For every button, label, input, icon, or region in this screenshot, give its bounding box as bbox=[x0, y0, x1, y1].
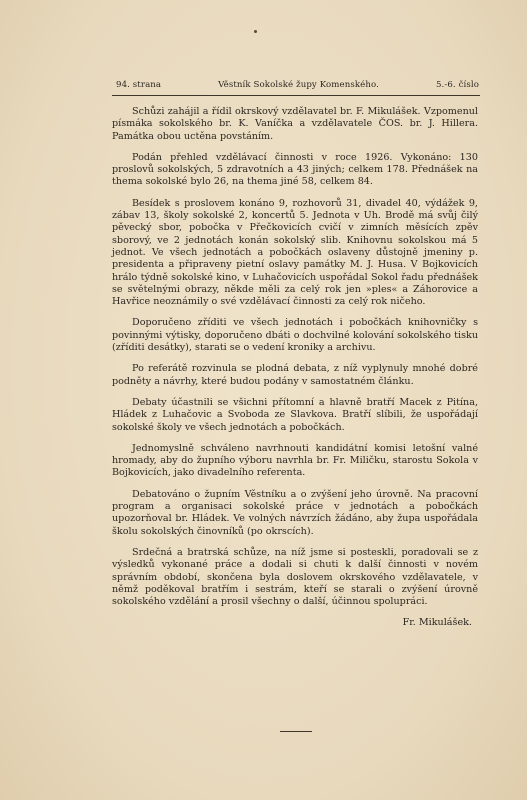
paragraph: Debatováno o župním Věstníku a o zvýšení jeho úrovně. Na pracovní program a organisaci sokolské práce v jednotách a pobočkách upozorňoval br. Hládek. Ve volných návrzích žádáno, aby župa uspořádala školu sokolských činovníků (po okrscích). bbox=[112, 488, 478, 537]
paragraph: Podán přehled vzdělávací činnosti v roce 1926. Vykonáno: 130 proslovů sokolských, 5 zdravotních a 43 jiných; celkem 178. Přednášek na thema sokolské bylo 26, na thema jiné 58, celkem 84. bbox=[112, 151, 478, 188]
paragraph: Srdečná a bratrská schůze, na níž jsme si posteskli, poradovali se z výsledků vykonané práce a dodali si chuti k další činnosti v novém správním období, skončena byla doslovem okrskového vzdělavatele, v němž poděkoval bratřím i sestrám, kteří se starali o zvýšení úrovně sokolského vzdělání a prosil všechny o další, účinnou spolupráci. bbox=[112, 546, 478, 608]
page-number: 94. strana bbox=[116, 80, 162, 90]
paragraph: Debaty účastnili se všichni přítomní a hlavně bratří Macek z Pitína, Hládek z Luhačovic a Svoboda ze Slavkova. Bratří slíbili, že uspořádají sokolské školy ve všech jednotách a pobočkách. bbox=[112, 396, 478, 433]
paragraph: Besídek s proslovem konáno 9, rozhovorů 31, divadel 40, výdážek 9, zábav 13, školy sokolské 2, koncertů 5. Jednota v Uh. Brodě má svůj čilý pěvecký sbor, pobočka v Přečkovicích cvičí v zimních měsících zpěv sborový, ve 2 jednotách konán sokolský slib. Knihovnu sokolskou má 5 jednot. Ve všech jednotách a pobočkách oslaveny důstojně jmeniny p. presidenta a připraveny pietní oslavy památky M. J. Husa. V Bojkovicích hrálo týdně sokolské kino, v Luhačovicích uspořádal Sokol řadu přednášek se světelnými obrazy, někde měli za celý rok jen »ples« a Záhorovice a Havřice neoznámily o své vzdělávací činnosti za celý rok ničeho. bbox=[112, 197, 478, 308]
page-mark bbox=[254, 30, 257, 33]
running-header bbox=[116, 80, 479, 90]
paragraph: Doporučeno zříditi ve všech jednotách i pobočkách knihovničky s povinnými výtisky, doporučeno dbáti o dochvilné kolování sokolského tisku (zříditi desátky), starati se o vedení kroniky a archivu. bbox=[112, 317, 478, 354]
paragraph: Schůzi zahájil a řídil okrskový vzdělavatel br. F. Mikulášek. Vzpomenul písmáka sokolského br. K. Vaníčka a vzdělavatele ČOS. br. J. Hillera. Památka obou uctěna povstáním. bbox=[112, 106, 478, 142]
article-body bbox=[112, 106, 478, 630]
end-rule bbox=[280, 731, 312, 732]
journal-title: Věstník Sokolské župy Komenského. bbox=[218, 80, 379, 90]
signature: Fr. Mikulášek. bbox=[402, 617, 472, 629]
issue-number: 5.-6. číslo bbox=[435, 80, 479, 90]
paragraph: Jednomyslně schváleno navrhnouti kandidátní komisi letošní valné hromady, aby do župního výboru navrhla br. Fr. Miličku, starostu Sokola v Bojkovicích, jako divadelního referenta. bbox=[112, 442, 478, 479]
header-rule bbox=[112, 95, 480, 96]
paragraph: Po referátě rozvinula se plodná debata, z níž vyplynuly mnohé dobré podněty a návrhy, které budou podány v samostatném článku. bbox=[112, 363, 478, 387]
